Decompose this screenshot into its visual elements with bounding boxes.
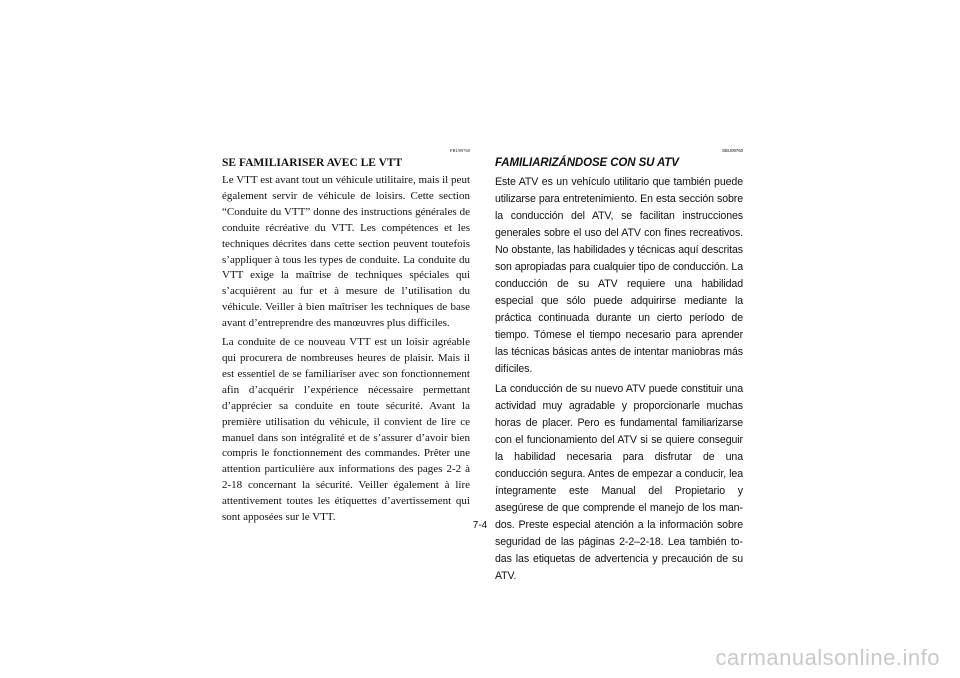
paragraph: Le VTT est avant tout un véhicule utilitaire, mais il peut également servir de véhicule de loisirs. Cette section “Conduite du VTT” donne des instructions générales de conduite récréative du VTT. Les compétences et les techniques décrites dans cette section peuvent toutefois s’appliquer à tous les types de conduite. La conduite du VTT exige la maîtrise de techniques spéciales qui s’acquièrent au fur et à mesure de l’utilisation du véhicule. Veiller à bien maîtriser les techniques de base avant d’entreprendre des manœuvres plus difficiles.: [222, 174, 470, 330]
paragraph: La conduite de ce nouveau VTT est un loisir agréable qui procurera de nombreuses heures de plaisir. Mais il est essentiel de se familiariser avec son fonctionnement afin d’acquérir l’expérience nécessaire permettant d’apprécier sa conduite en toute sécurité. Avant la première utilisation du véhicule, il convient de lire ce manuel dans son intégralité et de s’assurer d’avoir bien compris le fonctionnement des commandes. Prêter une attention particulière aux informations des pages 2-2 à 2-18 concernant la sécurité. Veiller également à lire attentivement toutes les étiquettes d’avertissement qui sont apposées sur le VTT.: [222, 336, 470, 524]
page-number: 7-4: [472, 520, 488, 531]
section-code: SBU09760: [722, 148, 743, 153]
section-heading: FAMILIARIZÁNDOSE CON SU ATV: [495, 157, 679, 169]
french-column: [222, 148, 470, 529]
section-heading: SE FAMILIARISER AVEC LE VTT: [222, 157, 403, 169]
paragraph: La conducción de su nuevo ATV puede constituir una actividad muy agradable y proporcionarle muchas horas de placer. Pero es fundamental familiarizarse con el funcionamiento del ATV si se quiere conseguir la habilidad necesaria para disfrutar de una conducción segura. Antes de empezar a conducir, lea íntegramente este Manual del Propietario y asegúrese de que comprende el manejo de los mandos. Preste especial atención a la información sobre seguridad de las páginas 2-2–2-18. Lea también todas las etiquetas de advertencia y precaución de su ATV.: [495, 383, 743, 582]
watermark: carmanualsonline.info: [715, 645, 940, 670]
section-code: FBU09760: [449, 148, 470, 153]
paragraph: Este ATV es un vehículo utilitario que también puede utilizarse para entretenimiento. En esta sección sobre la conducción del ATV, se facilitan instrucciones generales sobre el uso del ATV con fines recreativos. No obstante, las habilidades y técnicas aquí descritas son apropiadas para cualquier tipo de conducción. La conducción de su ATV requiere una habilidad especial que sólo puede adquirirse mediante la práctica continuada durante un cierto período de tiempo. Tómese el tiempo necesario para aprender las técnicas básicas antes de intentar maniobras más difíciles.: [495, 176, 743, 375]
